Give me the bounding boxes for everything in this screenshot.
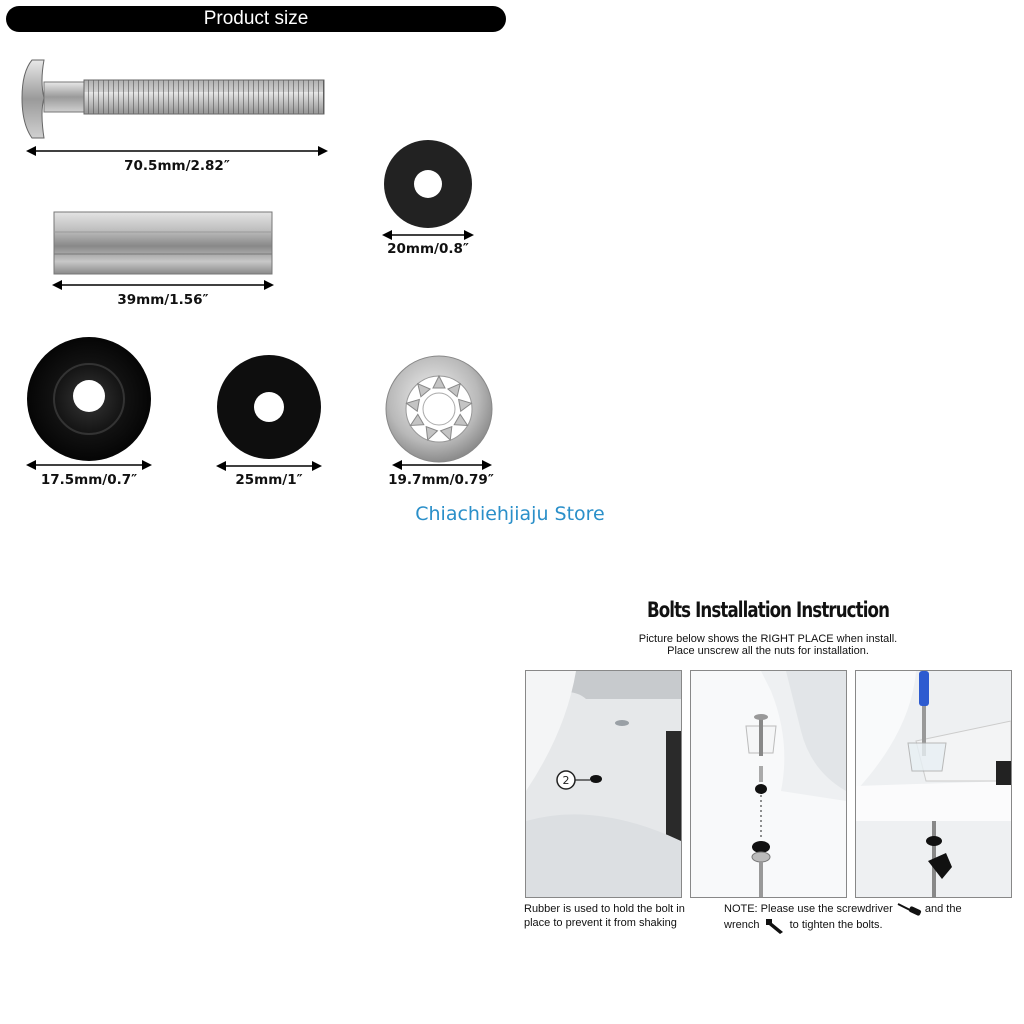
- caption-note-text-1a: NOTE: Please use the screwdriver: [724, 903, 893, 915]
- store-name: Chiachiehjiaju Store: [415, 503, 605, 525]
- screwdriver-icon: [896, 902, 922, 916]
- lock-washer-size-label: 19.7mm/0.79″: [388, 472, 494, 488]
- small-washer-dimension-arrow: [382, 228, 474, 242]
- rubber-washer-medium-image: [216, 354, 322, 460]
- small-washer-image: [382, 138, 474, 230]
- rubber-washer-large-dimension-arrow: [26, 458, 152, 472]
- rubber-washer-large-size-label: 17.5mm/0.7″: [40, 472, 138, 488]
- install-photo-exploded: [690, 670, 847, 898]
- caption-rubber-line-1: Rubber is used to hold the bolt in: [524, 903, 685, 915]
- hex-nut-dimension-arrow: [52, 278, 274, 292]
- caption-note-text-2a: wrench: [724, 919, 760, 931]
- lock-washer-image: [384, 354, 494, 464]
- rubber-washer-large-image: [26, 336, 152, 462]
- caption-note-line-2: [724, 916, 1020, 934]
- rubber-washer-medium-size-label: 25mm/1″: [235, 472, 303, 488]
- instruction-line-1: Picture below shows the RIGHT PLACE when install.: [638, 633, 898, 645]
- instruction-subtitle: [600, 633, 936, 657]
- hex-nut-image: [52, 210, 274, 276]
- instruction-title: Bolts Installation Instruction: [646, 598, 890, 622]
- install-photo-rubber: [525, 670, 682, 898]
- product-size-banner: Product size: [6, 6, 506, 32]
- caption-note-text-2b: to tighten the bolts.: [789, 919, 883, 931]
- wrench-icon: [763, 916, 787, 934]
- step-2-marker: 2: [562, 774, 570, 787]
- bolt-image: [18, 52, 330, 144]
- caption-rubber-line-2: place to prevent it from shaking: [524, 917, 677, 929]
- caption-rubber: [524, 902, 714, 930]
- instruction-line-2: Place unscrew all the nuts for installation.: [667, 645, 869, 657]
- bolt-dimension-arrow: [26, 144, 328, 158]
- caption-note: [724, 902, 1020, 934]
- install-photo-tighten: [855, 670, 1012, 898]
- hex-nut-size-label: 39mm/1.56″: [117, 292, 209, 308]
- rubber-washer-medium-dimension-arrow: [216, 459, 322, 473]
- bolt-size-label: 70.5mm/2.82″: [124, 158, 230, 174]
- small-washer-size-label: 20mm/0.8″: [387, 241, 469, 257]
- caption-note-text-1b: and the: [924, 903, 962, 915]
- lock-washer-dimension-arrow: [392, 458, 492, 472]
- caption-note-line-1: [724, 902, 1020, 916]
